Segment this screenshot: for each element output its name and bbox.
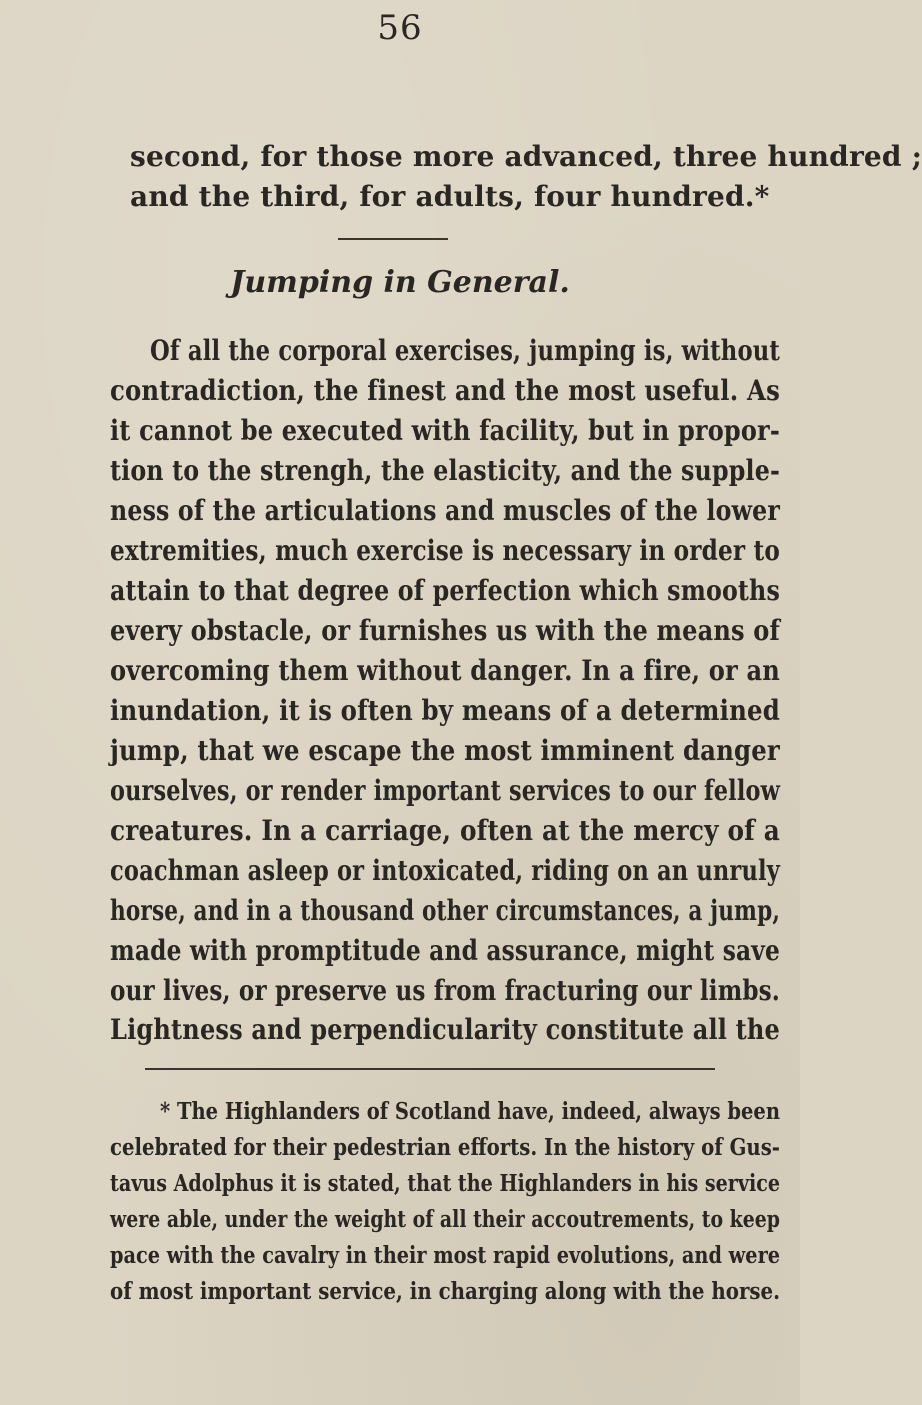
body-line: overcoming them without danger. In a fire, or an (110, 654, 780, 687)
footnote-line: of most important service, in charging along with the horse. (110, 1278, 781, 1305)
body-line: tion to the strengh, the elasticity, and the supple- (110, 454, 780, 487)
footnote-line: were able, under the weight of all their accoutrements, to keep (110, 1206, 781, 1233)
body-line: made with promptitude and assurance, might save (110, 934, 781, 967)
body-line: ourselves, or render important services to our fellow (110, 774, 781, 807)
footnote-line: tavus Adolphus it is stated, that the Highlanders in his service (110, 1170, 781, 1197)
body-line: inundation, it is often by means of a determined (110, 694, 780, 727)
intro-line: second, for those more advanced, three hundred ; (130, 140, 922, 173)
body-line: coachman asleep or intoxicated, riding on an unruly (110, 854, 781, 887)
footnote-divider (145, 1068, 715, 1070)
page-number: 56 (377, 8, 423, 48)
intro-line: and the third, for adults, four hundred.* (130, 180, 770, 213)
section-heading: Jumping in General. (230, 265, 570, 300)
footnote-line: * The Highlanders of Scotland have, indeed, always been (160, 1098, 781, 1125)
body-line: attain to that degree of perfection which smooths (110, 574, 780, 607)
footnote-line: pace with the cavalry in their most rapid evolutions, and were (110, 1242, 781, 1269)
section-divider (338, 238, 448, 240)
body-line: contradiction, the finest and the most useful. As (110, 374, 780, 407)
body-line: jump, that we escape the most imminent danger (110, 734, 780, 767)
body-line: extremities, much exercise is necessary in order to (110, 534, 780, 567)
body-line: creatures. In a carriage, often at the mercy of a (110, 814, 781, 847)
body-line: Of all the corporal exercises, jumping is, without (150, 334, 781, 367)
body-line: it cannot be executed with facility, but in propor- (110, 414, 780, 447)
body-line: our lives, or preserve us from fracturing our limbs. (110, 974, 781, 1007)
body-line: ness of the articulations and muscles of the lower (110, 494, 780, 527)
body-line: every obstacle, or furnishes us with the means of (110, 614, 781, 647)
body-line: Lightness and perpendicularity constitute all the (110, 1013, 781, 1046)
body-line: horse, and in a thousand other circumstances, a jump, (110, 894, 781, 927)
footnote-line: celebrated for their pedestrian efforts. In the history of Gus- (110, 1134, 780, 1161)
